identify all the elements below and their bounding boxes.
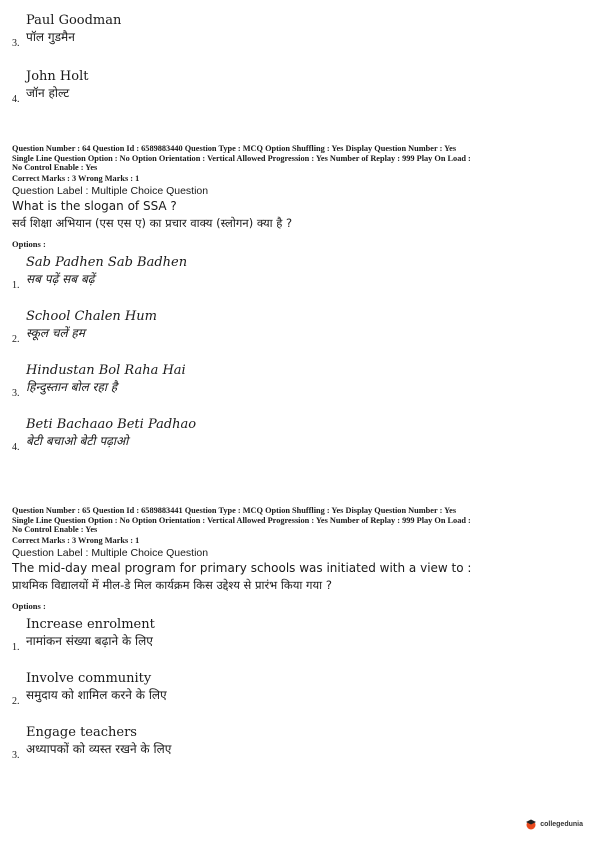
graduation-cap-icon xyxy=(525,818,537,830)
question-label: Question Label : Multiple Choice Question xyxy=(12,546,209,559)
option-text-en: Paul Goodman xyxy=(26,13,122,28)
option-text-en: Increase enrolment xyxy=(26,616,155,632)
option-number: 2. xyxy=(12,333,20,345)
collegedunia-logo xyxy=(525,818,583,830)
previous-options xyxy=(12,12,121,119)
options-list xyxy=(12,616,583,761)
option-number: 2. xyxy=(12,695,20,707)
option-text-hi: बेटी बचाओ बेटी पढ़ाओ xyxy=(26,433,129,448)
option-text-en: Involve community xyxy=(26,670,152,686)
option-text-en: Hindustan Bol Raha Hai xyxy=(26,362,186,378)
question-text-hi: सर्व शिक्षा अभियान (एस एस ए) का प्रचार वाक्य (स्लोगन) क्या है ? xyxy=(12,215,293,230)
option-text-hi: स्कूल चलें हम xyxy=(26,325,85,340)
option-text-en: Sab Padhen Sab Badhen xyxy=(26,254,188,270)
options-list xyxy=(12,254,583,453)
option-text-en: School Chalen Hum xyxy=(26,308,157,324)
option-item[interactable] xyxy=(12,724,583,761)
question-meta-line: Question Number : 65 Question Id : 6589883441 Question Type : MCQ Option Shuffling : Yes Display Question Number : Yes xyxy=(12,506,457,515)
question-block xyxy=(12,144,583,467)
option-text-hi: समुदाय को शामिल करने के लिए xyxy=(26,687,167,702)
option-number: 1. xyxy=(12,641,20,653)
question-meta-line: Question Number : 64 Question Id : 6589883440 Question Type : MCQ Option Shuffling : Yes Display Question Number : Yes xyxy=(12,144,457,153)
option-item[interactable] xyxy=(12,254,583,291)
option-text-hi: अध्यापकों को व्यस्त रखने के लिए xyxy=(26,741,172,756)
options-heading: Options : xyxy=(12,238,46,249)
question-label: Question Label : Multiple Choice Question xyxy=(12,184,209,197)
option-number: 4. xyxy=(12,94,20,105)
option-item[interactable] xyxy=(12,362,583,399)
question-meta-line: No Control Enable : Yes xyxy=(12,525,98,534)
option-number: 4. xyxy=(12,441,20,453)
option-item[interactable] xyxy=(12,616,583,653)
question-meta-line: Single Line Question Option : No Option Orientation : Vertical Allowed Progression : Yes Number of Replay : 999 Play On Load : xyxy=(12,153,471,163)
options-heading: Options : xyxy=(12,600,46,611)
option-number: 3. xyxy=(12,387,20,399)
question-marks: Correct Marks : 3 Wrong Marks : 1 xyxy=(12,535,140,545)
question-meta-line: No Control Enable : Yes xyxy=(12,163,98,172)
option-text-en: John Holt xyxy=(26,69,89,84)
option-item[interactable] xyxy=(12,308,583,345)
question-text-hi: प्राथमिक विद्यालयों में मील-डे मिल कार्यक्रम किस उद्देश्य से प्रारंभ किया गया ? xyxy=(12,577,332,592)
option-number: 3. xyxy=(12,38,20,49)
option-item[interactable] xyxy=(12,416,583,453)
option-text-hi: नामांकन संख्या बढ़ाने के लिए xyxy=(26,633,153,648)
brand-name: collegedunia xyxy=(540,820,583,828)
option-text-en: Beti Bachaao Beti Padhao xyxy=(26,416,197,432)
option-item[interactable] xyxy=(12,68,121,105)
question-meta-line: Single Line Question Option : No Option Orientation : Vertical Allowed Progression : Yes Number of Replay : 999 Play On Load : xyxy=(12,515,471,525)
option-number: 1. xyxy=(12,279,20,291)
option-text-en: Engage teachers xyxy=(26,724,137,740)
option-number: 3. xyxy=(12,749,20,761)
option-item[interactable] xyxy=(12,670,583,707)
option-text-hi: पॉल गुडमैन xyxy=(26,30,75,44)
question-text-en: The mid-day meal program for primary schools was initiated with a view to : xyxy=(12,560,472,575)
question-marks: Correct Marks : 3 Wrong Marks : 1 xyxy=(12,173,140,183)
question-block xyxy=(12,506,583,775)
question-text-en: What is the slogan of SSA ? xyxy=(12,198,177,213)
option-item[interactable] xyxy=(12,12,122,49)
option-text-hi: जॉन होल्ट xyxy=(26,86,70,100)
option-text-hi: सब पढ़ें सब बढ़ें xyxy=(26,271,95,286)
option-text-hi: हिन्दुस्तान बोल रहा है xyxy=(26,379,118,394)
